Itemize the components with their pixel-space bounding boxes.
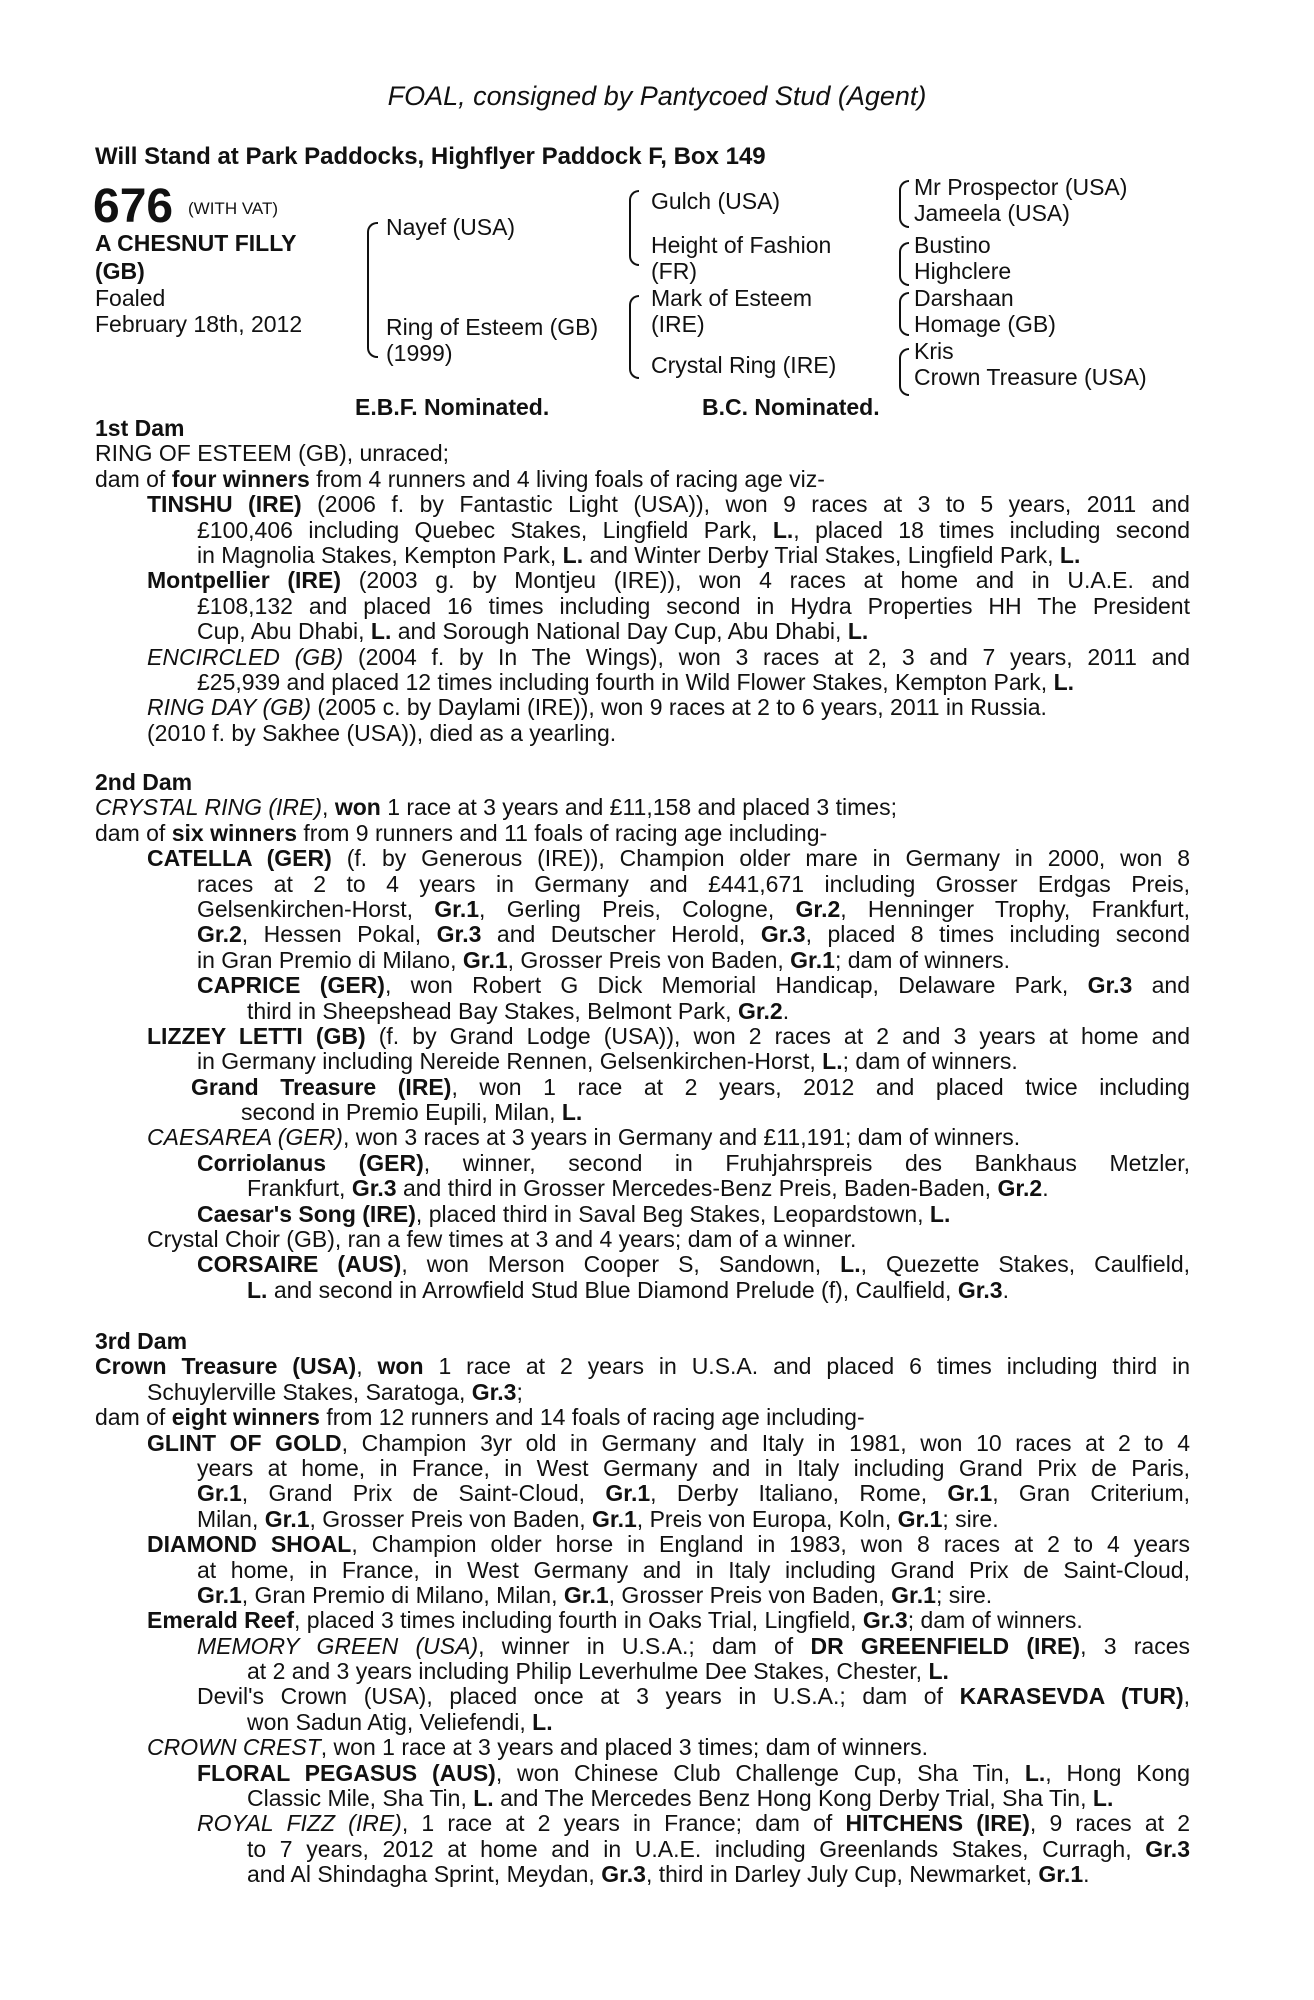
- produce-record: TINSHU (IRE) (2006 f. by Fantastic Light (USA)), won 9 races at 3 to 5 years, 2011 and: [147, 491, 1190, 518]
- catalogue-title: FOAL, consigned by Pantycoed Stud (Agent): [387, 81, 927, 111]
- produce-record: Montpellier (IRE) (2003 g. by Montjeu (IRE)), won 4 races at home and in U.A.E. and: [147, 567, 1190, 594]
- pedigree-brace-gen1: [367, 222, 378, 358]
- third-dam-name: Crown Treasure (USA), won 1 race at 2 years in U.S.A. and placed 6 times including third in: [95, 1353, 1191, 1380]
- bc-nomination: B.C. Nominated.: [702, 394, 880, 420]
- first-dam-name: RING OF ESTEEM (GB), unraced;: [95, 440, 450, 467]
- record-line: third in Sheepshead Bay Stakes, Belmont Park, Gr.2.: [247, 997, 790, 1024]
- first-dam-section: [95, 416, 1190, 746]
- record-line: Frankfurt, Gr.3 and third in Grosser Mercedes-Benz Preis, Baden-Baden, Gr.2.: [247, 1175, 1049, 1202]
- produce-record: DIAMOND SHOAL, Champion older horse in England in 1983, won 8 races at 2 to 4 years: [147, 1531, 1190, 1558]
- produce-record: RING DAY (GB) (2005 c. by Daylami (IRE)), won 9 races at 2 to 6 years, 2011 in Russia.: [147, 694, 1047, 721]
- produce-record: ROYAL FIZZ (IRE), 1 race at 2 years in France; dam of HITCHENS (IRE), 9 races at 2: [197, 1810, 1190, 1837]
- produce-record: Caesar's Song (IRE), placed third in Saval Beg Stakes, Leopardstown, L.: [197, 1200, 951, 1227]
- record-line: and Al Shindagha Sprint, Meydan, Gr.3, third in Darley July Cup, Newmarket, Gr.1.: [247, 1861, 1090, 1888]
- produce-record: FLORAL PEGASUS (AUS), won Chinese Club Challenge Cup, Sha Tin, L., Hong Kong: [197, 1759, 1190, 1786]
- lot-description-origin: (GB): [95, 258, 145, 284]
- produce-record: ENCIRCLED (GB) (2004 f. by In The Wings), won 3 races at 2, 3 and 7 years, 2011 and: [147, 643, 1190, 670]
- pedigree-ggen-7: Kris: [914, 338, 954, 364]
- record-line: Milan, Gr.1, Grosser Preis von Baden, Gr.1, Preis von Europa, Koln, Gr.1; sire.: [197, 1505, 999, 1532]
- record-line: Schuylerville Stakes, Saratoga, Gr.3;: [147, 1378, 523, 1405]
- record-line: Gr.1, Gran Premio di Milano, Milan, Gr.1, Grosser Preis von Baden, Gr.1; sire.: [197, 1581, 993, 1608]
- record-line: years at home, in France, in West Germany and in Italy including Grand Prix de Paris,: [197, 1454, 1190, 1481]
- record-line: races at 2 to 4 years in Germany and £441,671 including Grosser Erdgas Preis,: [197, 870, 1190, 897]
- pedigree-brace-gulch: [899, 180, 909, 228]
- record-line: at 2 and 3 years including Philip Leverhulme Dee Stakes, Chester, L.: [247, 1658, 949, 1685]
- record-line: Cup, Abu Dhabi, L. and Sorough National Day Cup, Abu Dhabi, L.: [197, 618, 869, 645]
- produce-record: CROWN CREST, won 1 race at 3 years and placed 3 times; dam of winners.: [147, 1734, 929, 1761]
- produce-record: CORSAIRE (AUS), won Merson Cooper S, Sandown, L., Quezette Stakes, Caulfield,: [197, 1251, 1190, 1278]
- first-dam-produce-summary: dam of four winners from 4 runners and 4 living foals of racing age viz-: [95, 465, 825, 492]
- record-line: Gr.1, Grand Prix de Saint-Cloud, Gr.1, Derby Italiano, Rome, Gr.1, Gran Criterium,: [197, 1480, 1190, 1507]
- pedigree-dam-sire-origin: (IRE): [651, 311, 705, 337]
- produce-record: MEMORY GREEN (USA), winner in U.S.A.; dam of DR GREENFIELD (IRE), 3 races: [197, 1632, 1190, 1659]
- pedigree-brace-mark: [899, 292, 909, 336]
- produce-record: Crystal Choir (GB), ran a few times at 3 and 4 years; dam of a winner.: [147, 1226, 857, 1253]
- record-line: Gelsenkirchen-Horst, Gr.1, Gerling Preis, Cologne, Gr.2, Henninger Trophy, Frankfurt,: [197, 895, 1190, 922]
- pedigree-sire: Nayef (USA): [386, 214, 516, 240]
- pedigree-ggen-6: Homage (GB): [914, 311, 1056, 337]
- produce-record: LIZZEY LETTI (GB) (f. by Grand Lodge (USA)), won 2 races at 2 and 3 years at home and: [147, 1022, 1190, 1049]
- second-dam-heading: 2nd Dam: [95, 769, 193, 795]
- produce-record: GLINT OF GOLD, Champion 3yr old in Germany and Italy in 1981, won 10 races at 2 to 4: [147, 1429, 1190, 1456]
- produce-record: Grand Treasure (IRE), won 1 race at 2 years, 2012 and placed twice including: [191, 1073, 1190, 1100]
- pedigree-ggen-2: Jameela (USA): [914, 200, 1070, 226]
- pedigree-ggen-4: Highclere: [914, 258, 1012, 284]
- pedigree-ggen-8: Crown Treasure (USA): [914, 364, 1147, 390]
- pedigree-sire-dam: Height of Fashion: [651, 232, 832, 258]
- record-line: at home, in France, in West Germany and in Italy including Grand Prix de Saint-Cloud,: [197, 1556, 1190, 1583]
- pedigree-brace-sire: [629, 190, 639, 266]
- foaled-date: February 18th, 2012: [95, 311, 303, 337]
- produce-record: Emerald Reef, placed 3 times including fourth in Oaks Trial, Lingfield, Gr.3; dam of winners.: [147, 1607, 1083, 1634]
- pedigree-brace-height: [899, 242, 909, 286]
- foaled-label: Foaled: [95, 285, 166, 311]
- pedigree-brace-dam: [629, 295, 639, 379]
- record-line: in Gran Premio di Milano, Gr.1, Grosser Preis von Baden, Gr.1; dam of winners.: [197, 946, 1011, 973]
- record-line: Gr.2, Hessen Pokal, Gr.3 and Deutscher Herold, Gr.3, placed 8 times including second: [197, 921, 1191, 948]
- third-dam-heading: 3rd Dam: [95, 1328, 188, 1354]
- record-line: £100,406 including Quebec Stakes, Lingfield Park, L., placed 18 times including second: [197, 516, 1190, 543]
- record-line: £25,939 and placed 12 times including fourth in Wild Flower Stakes, Kempton Park, L.: [197, 668, 1075, 695]
- record-line: in Magnolia Stakes, Kempton Park, L. and Winter Derby Trial Stakes, Lingfield Park, L.: [197, 541, 1081, 568]
- pedigree-sire-sire: Gulch (USA): [651, 188, 781, 214]
- pedigree-dam-year: (1999): [386, 340, 453, 366]
- produce-record: CAPRICE (GER), won Robert G Dick Memorial Handicap, Delaware Park, Gr.3 and: [197, 972, 1191, 999]
- pedigree-dam-sire: Mark of Esteem: [651, 285, 813, 311]
- pedigree-sire-dam-origin: (FR): [651, 258, 697, 284]
- record-line: second in Premio Eupili, Milan, L.: [241, 1099, 583, 1126]
- stand-location: Will Stand at Park Paddocks, Highflyer Paddock F, Box 149: [95, 143, 766, 170]
- produce-record: Devil's Crown (USA), placed once at 3 years in U.S.A.; dam of KARASEVDA (TUR),: [197, 1683, 1190, 1710]
- second-dam-produce-summary: dam of six winners from 9 runners and 11 foals of racing age including-: [95, 819, 828, 846]
- produce-record: CAESAREA (GER), won 3 races at 3 years in Germany and £11,191; dam of winners.: [147, 1124, 1021, 1151]
- pedigree-dam-dam: Crystal Ring (IRE): [651, 352, 837, 378]
- third-dam-produce-summary: dam of eight winners from 12 runners and 14 foals of racing age including-: [95, 1404, 865, 1431]
- record-line: to 7 years, 2012 at home and in U.A.E. including Greenlands Stakes, Curragh, Gr.3: [247, 1835, 1190, 1862]
- vat-note: (WITH VAT): [188, 199, 279, 218]
- produce-record: CATELLA (GER) (f. by Generous (IRE)), Champion older mare in Germany in 2000, won 8: [147, 845, 1191, 872]
- ebf-nomination: E.B.F. Nominated.: [355, 394, 550, 420]
- pedigree-ggen-3: Bustino: [914, 232, 991, 258]
- third-dam-section: [95, 1329, 1190, 1888]
- record-line: Classic Mile, Sha Tin, L. and The Mercedes Benz Hong Kong Derby Trial, Sha Tin, L.: [247, 1785, 1114, 1812]
- first-dam-heading: 1st Dam: [95, 415, 185, 441]
- second-dam-section: [95, 770, 1190, 1303]
- record-line: won Sadun Atig, Veliefendi, L.: [247, 1708, 553, 1735]
- produce-record: Corriolanus (GER), winner, second in Fruhjahrspreis des Bankhaus Metzler,: [197, 1149, 1190, 1176]
- pedigree-dam: Ring of Esteem (GB): [386, 314, 599, 340]
- pedigree-ggen-1: Mr Prospector (USA): [914, 174, 1128, 200]
- lot-number: 676: [93, 180, 174, 233]
- pedigree-brace-crystal: [899, 348, 909, 396]
- second-dam-name: CRYSTAL RING (IRE), won 1 race at 3 years and £11,158 and placed 3 times;: [95, 794, 897, 821]
- record-line: L. and second in Arrowfield Stud Blue Diamond Prelude (f), Caulfield, Gr.3.: [247, 1276, 1009, 1303]
- produce-record: (2010 f. by Sakhee (USA)), died as a yearling.: [147, 719, 617, 746]
- lot-description: A CHESNUT FILLY: [95, 230, 297, 256]
- pedigree-ggen-5: Darshaan: [914, 285, 1014, 311]
- record-line: £108,132 and placed 16 times including second in Hydra Properties HH The President: [197, 592, 1190, 619]
- record-line: in Germany including Nereide Rennen, Gelsenkirchen-Horst, L.; dam of winners.: [197, 1048, 1018, 1075]
